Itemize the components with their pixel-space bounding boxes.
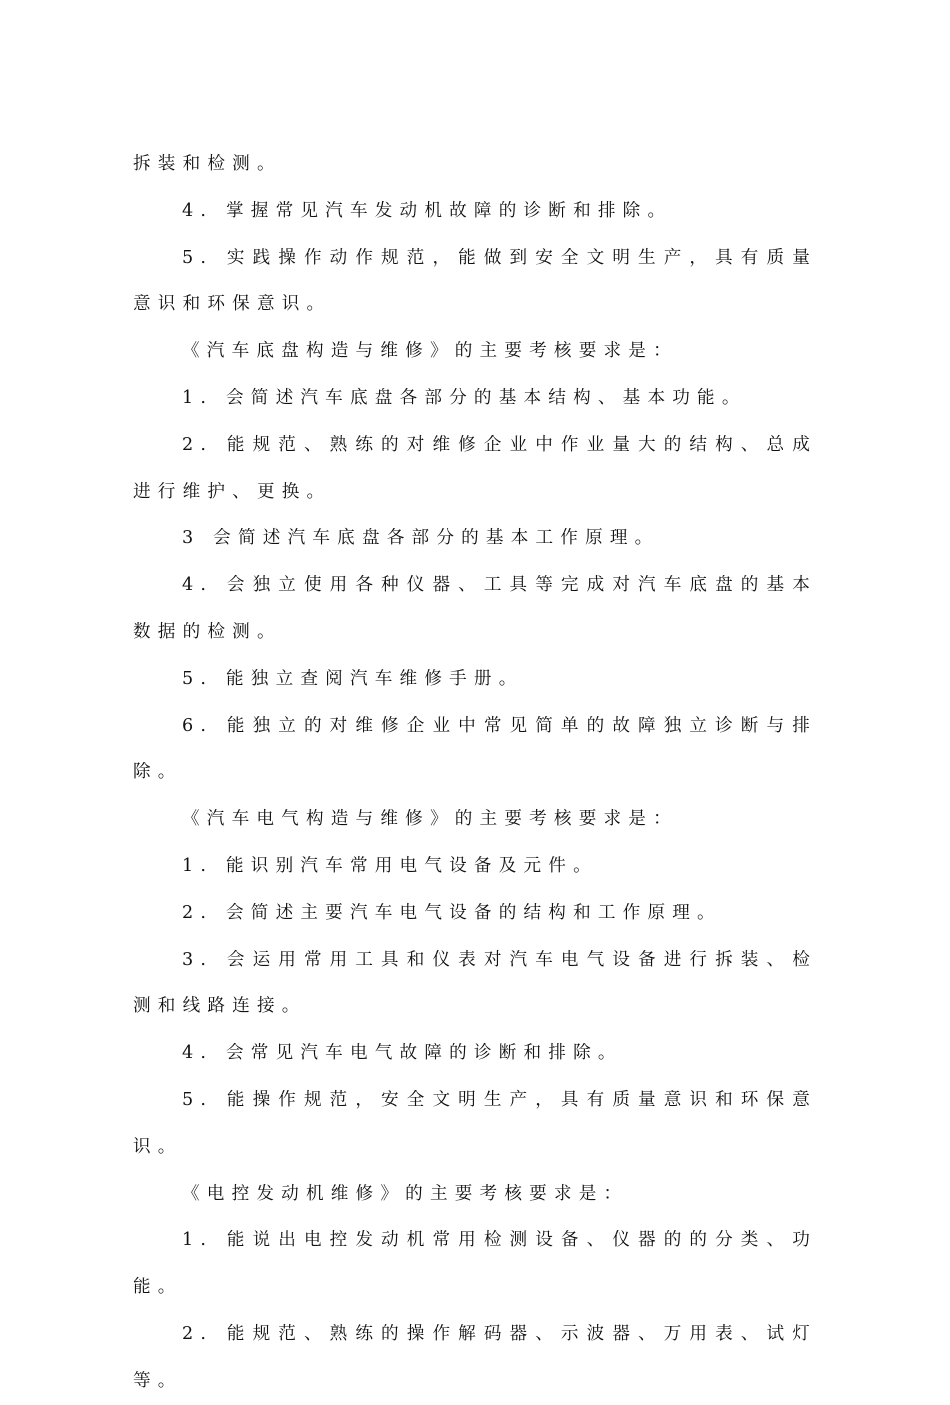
list-item-chassis-testing: 4. 会独立使用各种仪器、工具等完成对汽车底盘的基本数据的检测。: [133, 575, 817, 642]
list-item-efi-equipment: 1. 能说出电控发动机常用检测设备、仪器的的分类、功能。: [133, 1230, 817, 1298]
list-item-repair-manual: 5. 能独立查阅汽车维修手册。: [182, 668, 524, 689]
list-item-electrical-identify: 1. 能识别汽车常用电气设备及元件。: [182, 855, 598, 876]
list-item-safe-operation: 5. 实践操作动作规范，能做到安全文明生产，具有质量意识和环保意识。: [133, 247, 817, 315]
section-heading-efi-engine: 《电控发动机维修》的主要考核要求是：: [182, 1183, 629, 1204]
list-item-engine-fault-diagnosis: 4. 掌握常见汽车发动机故障的诊断和排除。: [182, 200, 673, 221]
list-item-electrical-safety: 5. 能操作规范，安全文明生产，具有质量意识和环保意识。: [133, 1089, 817, 1157]
list-item-chassis-fault-diagnosis: 6. 能独立的对维修企业中常见简单的故障独立诊断与排除。: [133, 715, 817, 783]
list-item-efi-instruments: 2. 能规范、熟练的操作解码器、示波器、万用表、试灯等。: [133, 1323, 817, 1391]
list-item-electrical-testing: 3. 会运用常用工具和仪表对汽车电气设备进行拆装、检测和线路连接。: [133, 949, 817, 1017]
paragraph-continuation: 拆装和检测。: [133, 154, 282, 174]
section-heading-electrical: 《汽车电气构造与维修》的主要考核要求是：: [182, 809, 678, 830]
list-item-chassis-maintenance: 2. 能规范、熟练的对维修企业中作业量大的结构、总成进行维护、更换。: [133, 434, 817, 502]
list-item-electrical-principle: 2. 会简述主要汽车电气设备的结构和工作原理。: [182, 902, 722, 923]
section-heading-chassis: 《汽车底盘构造与维修》的主要考核要求是：: [182, 341, 678, 362]
list-item-electrical-fault: 4. 会常见汽车电气故障的诊断和排除。: [182, 1043, 623, 1064]
list-item-chassis-structure: 1. 会简述汽车底盘各部分的基本结构、基本功能。: [182, 387, 747, 408]
document-body: [133, 141, 817, 1405]
list-item-chassis-principle: 3 会简述汽车底盘各部分的基本工作原理。: [182, 528, 660, 549]
